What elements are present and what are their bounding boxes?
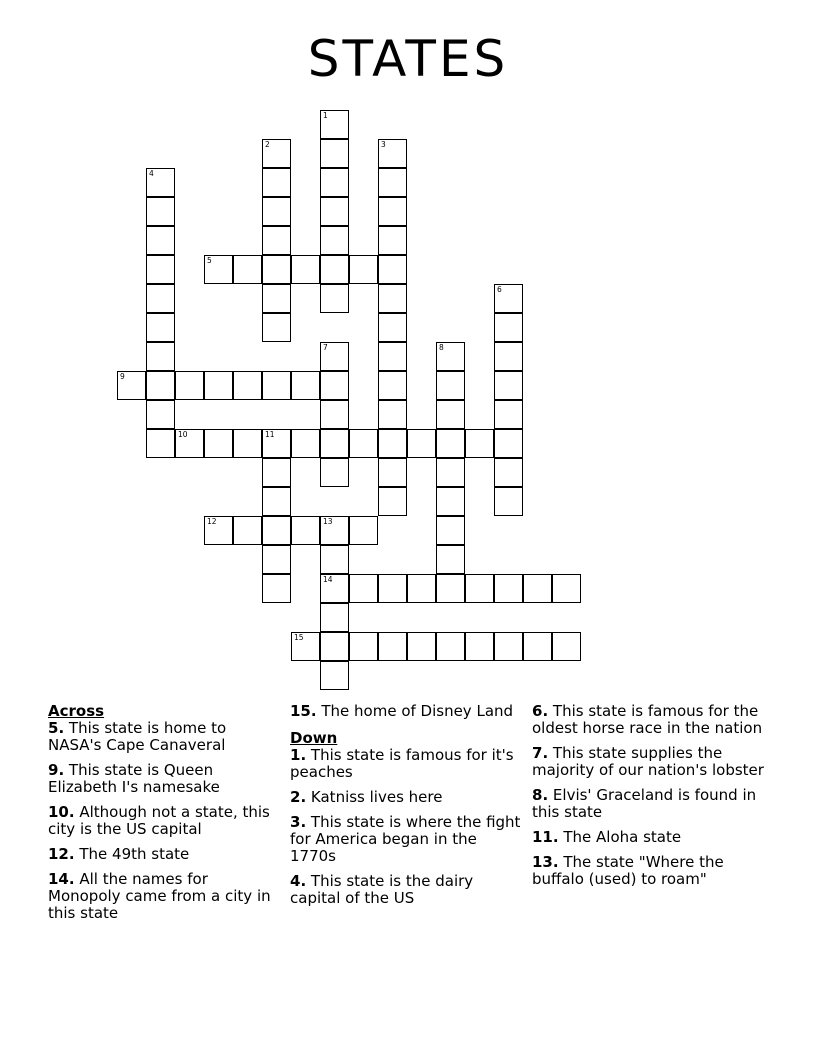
grid-cell[interactable] — [320, 632, 349, 661]
grid-cell[interactable] — [291, 429, 320, 458]
grid-cell[interactable] — [146, 255, 175, 284]
grid-cell[interactable] — [291, 371, 320, 400]
clue-across-5: 5. This state is home to NASA's Cape Canaveral — [48, 719, 227, 754]
grid-cell[interactable] — [262, 197, 291, 226]
grid-cell[interactable] — [494, 458, 523, 487]
grid-cell[interactable] — [262, 168, 291, 197]
grid-number: 8 — [439, 343, 444, 352]
grid-cell[interactable] — [291, 632, 320, 661]
grid-cell[interactable] — [204, 255, 233, 284]
grid-cell[interactable] — [320, 342, 349, 371]
grid-cell[interactable] — [436, 487, 465, 516]
grid-cell[interactable] — [349, 632, 378, 661]
grid-cell[interactable] — [320, 574, 349, 603]
grid-cell[interactable] — [378, 226, 407, 255]
grid-cell[interactable] — [204, 429, 233, 458]
grid-cell[interactable] — [146, 313, 175, 342]
down-heading: Down — [290, 729, 338, 747]
grid-cell[interactable] — [320, 197, 349, 226]
grid-cell[interactable] — [262, 139, 291, 168]
grid-cell[interactable] — [146, 226, 175, 255]
grid-cell[interactable] — [320, 255, 349, 284]
grid-cell[interactable] — [291, 516, 320, 545]
grid-cell[interactable] — [320, 371, 349, 400]
grid-cell[interactable] — [378, 284, 407, 313]
grid-number: 1 — [323, 111, 328, 120]
grid-cell[interactable] — [523, 574, 552, 603]
grid-cell[interactable] — [262, 458, 291, 487]
grid-cell[interactable] — [117, 371, 146, 400]
grid-cell[interactable] — [465, 632, 494, 661]
grid-cell[interactable] — [465, 429, 494, 458]
clue-across-10: 10. Although not a state, this city is the US capital — [48, 803, 270, 838]
grid-cell[interactable] — [378, 342, 407, 371]
page-title: STATES — [307, 30, 509, 88]
grid-cell[interactable] — [320, 516, 349, 545]
clue-down-1: 1. This state is famous for it's peaches — [290, 746, 514, 781]
grid-cell[interactable] — [204, 371, 233, 400]
grid-cell[interactable] — [378, 197, 407, 226]
grid-cell[interactable] — [262, 255, 291, 284]
grid-cell[interactable] — [436, 429, 465, 458]
grid-number: 15 — [294, 633, 304, 642]
grid-cell[interactable] — [436, 574, 465, 603]
grid-cell[interactable] — [378, 313, 407, 342]
grid-cell[interactable] — [494, 371, 523, 400]
grid-number: 7 — [323, 343, 328, 352]
grid-cell[interactable] — [436, 371, 465, 400]
grid-number: 11 — [265, 430, 275, 439]
grid-cell[interactable] — [465, 574, 494, 603]
grid-cell[interactable] — [291, 255, 320, 284]
grid-cell[interactable] — [320, 429, 349, 458]
grid-cell[interactable] — [436, 400, 465, 429]
grid-cell[interactable] — [407, 574, 436, 603]
grid-cell[interactable] — [378, 371, 407, 400]
grid-cell[interactable] — [378, 487, 407, 516]
grid-cell[interactable] — [262, 545, 291, 574]
grid-cell[interactable] — [349, 516, 378, 545]
grid-cell[interactable] — [146, 429, 175, 458]
grid-number: 14 — [323, 575, 333, 584]
clue-across-12: 12. The 49th state — [48, 845, 190, 863]
grid-cell[interactable] — [407, 429, 436, 458]
grid-cell[interactable] — [494, 400, 523, 429]
grid-cell[interactable] — [436, 458, 465, 487]
clue-down-3: 3. This state is where the fight for America began in the 1770s — [290, 813, 521, 865]
grid-cell[interactable] — [378, 400, 407, 429]
grid-cell[interactable] — [378, 429, 407, 458]
grid-cell[interactable] — [146, 342, 175, 371]
clue-down-2: 2. Katniss lives here — [290, 788, 443, 806]
grid-cell[interactable] — [175, 429, 204, 458]
grid-cell[interactable] — [378, 574, 407, 603]
grid-cell[interactable] — [552, 632, 581, 661]
grid-cell[interactable] — [320, 284, 349, 313]
grid-cell[interactable] — [262, 284, 291, 313]
grid-cell[interactable] — [378, 255, 407, 284]
grid-cell[interactable] — [523, 632, 552, 661]
grid-cell[interactable] — [233, 516, 262, 545]
grid-cell[interactable] — [146, 371, 175, 400]
grid-cell[interactable] — [262, 371, 291, 400]
grid-cell[interactable] — [320, 226, 349, 255]
clue-column-3 — [532, 703, 772, 896]
grid-number: 6 — [497, 285, 502, 294]
grid-number: 12 — [207, 517, 217, 526]
grid-cell[interactable] — [349, 255, 378, 284]
grid-cell[interactable] — [320, 400, 349, 429]
grid-cell[interactable] — [262, 516, 291, 545]
clue-across-14: 14. All the names for Monopoly came from a city in this state — [48, 870, 271, 922]
grid-cell[interactable] — [552, 574, 581, 603]
grid-cell[interactable] — [494, 313, 523, 342]
grid-cell[interactable] — [378, 458, 407, 487]
grid-cell[interactable] — [320, 603, 349, 632]
grid-cell[interactable] — [494, 632, 523, 661]
clue-down-8: 8. Elvis' Graceland is found in this state — [532, 786, 757, 821]
grid-cell[interactable] — [378, 139, 407, 168]
grid-cell[interactable] — [320, 139, 349, 168]
grid-cell[interactable] — [233, 371, 262, 400]
grid-number: 4 — [149, 169, 154, 178]
grid-cell[interactable] — [436, 516, 465, 545]
grid-cell[interactable] — [262, 574, 291, 603]
grid-number: 9 — [120, 372, 125, 381]
grid-cell[interactable] — [407, 632, 436, 661]
grid-cell[interactable] — [146, 168, 175, 197]
grid-number: 10 — [178, 430, 188, 439]
grid-cell[interactable] — [262, 226, 291, 255]
grid-number: 2 — [265, 140, 270, 149]
grid-number: 5 — [207, 256, 212, 265]
grid-cell[interactable] — [320, 545, 349, 574]
grid-cell[interactable] — [320, 458, 349, 487]
grid-cell[interactable] — [320, 168, 349, 197]
grid-number: 13 — [323, 517, 333, 526]
grid-cell[interactable] — [320, 661, 349, 690]
grid-cell[interactable] — [146, 197, 175, 226]
grid-cell[interactable] — [494, 429, 523, 458]
grid-cell[interactable] — [204, 516, 233, 545]
grid-cell[interactable] — [349, 574, 378, 603]
grid-cell[interactable] — [262, 487, 291, 516]
grid-cell[interactable] — [494, 487, 523, 516]
grid-cell[interactable] — [262, 429, 291, 458]
grid-cell[interactable] — [233, 429, 262, 458]
clue-down-6: 6. This state is famous for the oldest horse race in the nation — [532, 702, 763, 737]
clue-down-7: 7. This state supplies the majority of our nation's lobster — [532, 744, 764, 779]
grid-cell[interactable] — [378, 632, 407, 661]
grid-cell[interactable] — [494, 284, 523, 313]
grid-cell[interactable] — [262, 313, 291, 342]
grid-cell[interactable] — [436, 545, 465, 574]
grid-cell[interactable] — [378, 168, 407, 197]
clue-down-13: 13. The state "Where the buffalo (used) to roam" — [532, 853, 724, 888]
grid-number: 3 — [381, 140, 386, 149]
grid-cell[interactable] — [175, 371, 204, 400]
clue-across-15: 15. The home of Disney Land — [290, 702, 514, 720]
clue-across-9: 9. This state is Queen Elizabeth I's namesake — [48, 761, 220, 796]
grid-cell[interactable] — [320, 110, 349, 139]
grid-cell[interactable] — [494, 574, 523, 603]
grid-cell[interactable] — [233, 255, 262, 284]
across-heading: Across — [48, 702, 105, 720]
grid-cell[interactable] — [146, 284, 175, 313]
grid-cell[interactable] — [146, 400, 175, 429]
clue-column-1 — [48, 703, 280, 930]
grid-cell[interactable] — [349, 429, 378, 458]
grid-cell[interactable] — [436, 342, 465, 371]
clue-down-4: 4. This state is the dairy capital of the US — [290, 872, 474, 907]
clue-down-11: 11. The Aloha state — [532, 828, 682, 846]
grid-cell[interactable] — [436, 632, 465, 661]
clue-column-2 — [290, 703, 522, 915]
grid-cell[interactable] — [494, 342, 523, 371]
